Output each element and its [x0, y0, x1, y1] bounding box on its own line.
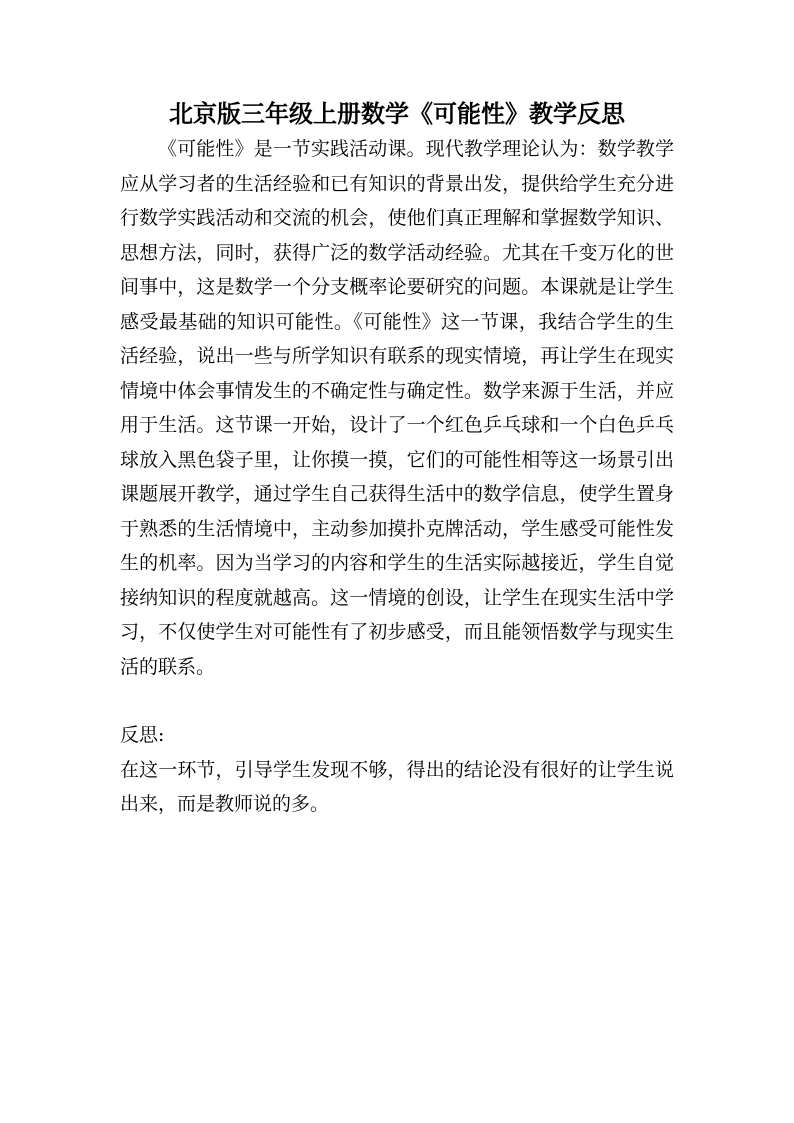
reflection-label: 反思: [120, 724, 165, 746]
reflection-paragraph: 在这一环节，引导学生发现不够，得出的结论没有很好的让学生说出来，而是教师说的多。 [120, 758, 674, 815]
document-title: 北京版三年级上册数学《可能性》教学反思 [169, 99, 625, 128]
body-paragraph: 《可能性》是一节实践活动课。现代教学理论认为：数学教学应从学习者的生活经验和已有知识的背景出发，提供给学生充分进行数学实践活动和交流的机会，使他们真正理解和掌握数学知识、思想方法，同时，获得广泛的数学活动经验。尤其在千变万化的世间事中，这是数学一个分支概率论要研究的问题。本课就是让学生感受最基础的知识可能性。《可能性》这一节课，我结合学生的生活经验，说出一些与所学知识有联系的现实情境，再让学生在现实情境中体会事情发生的不确定性与确定性。数学来源于生活，并应用于生活。这节课一开始，设计了一个红色乒乓球和一个白色乒乓球放入黑色袋子里，让你摸一摸，它们的可能性相等这一场景引出课题展开教学，通过学生自己获得生活中的数学信息，使学生置身于熟悉的生活情境中，主动参加摸扑克牌活动，学生感受可能性发生的机率。因为当学习的内容和学生的生活实际越接近，学生自觉接纳知识的程度就越高。这一情境的创设，让学生在现实生活中学习，不仅使学生对可能性有了初步感受，而且能领悟数学与现实生活的联系。 [120, 138, 674, 678]
paragraph-spacer [120, 684, 674, 718]
